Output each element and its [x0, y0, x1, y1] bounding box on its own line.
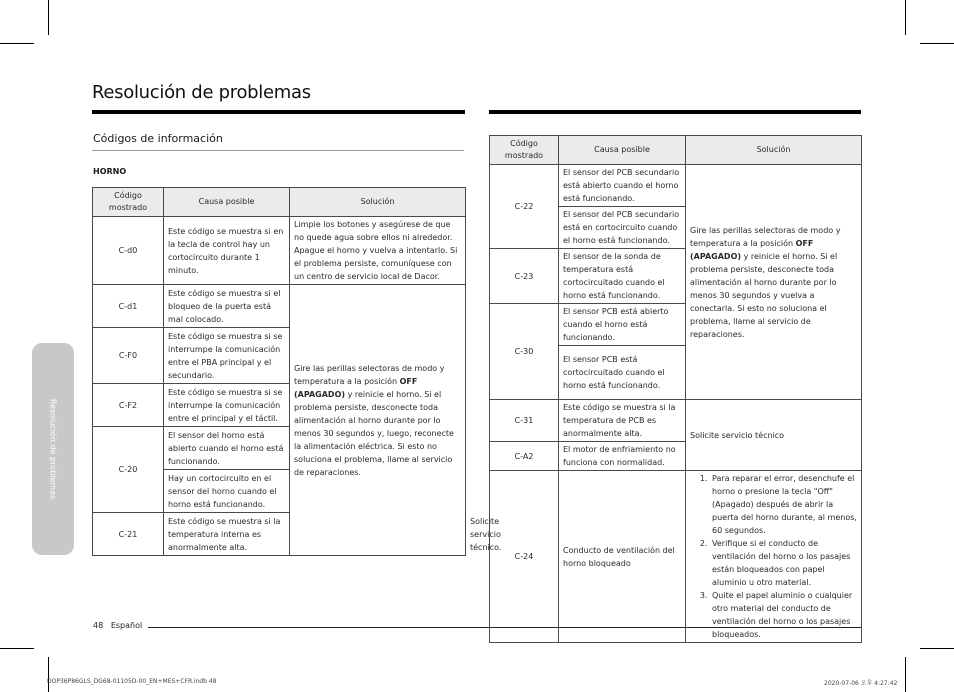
error-code: C-30 — [490, 304, 559, 400]
cause-cell: El sensor de la sonda de temperatura está cortocircuitado cuando el horno está funcionando. — [559, 249, 686, 304]
header-solution: Solución — [290, 188, 466, 217]
crop-mark — [48, 657, 49, 692]
solution-cell — [686, 471, 862, 643]
error-code: C-F2 — [93, 384, 164, 427]
error-code: C-F0 — [93, 328, 164, 384]
cause-cell: El sensor del PCB secundario está abierto cuando el horno está funcionando. — [559, 165, 686, 207]
cause-cell: El sensor del PCB secundario está en cortocircuito cuando el horno está funcionando. — [559, 207, 686, 249]
header-cause: Causa posible — [559, 136, 686, 165]
solution-text: Gire las perillas selectoras de modo y temperatura a la posición — [294, 363, 445, 386]
title-underline-right — [489, 110, 861, 114]
crop-mark — [920, 43, 954, 44]
error-code: C-A2 — [490, 442, 559, 471]
cause-cell: Este código se muestra si se interrumpe la comunicación entre el PBA principal y el secundario. — [164, 328, 290, 384]
table-row — [490, 400, 862, 442]
page-number — [93, 621, 142, 630]
table-row — [93, 217, 466, 285]
error-code: C-21 — [93, 513, 164, 556]
solution-steps — [690, 472, 857, 641]
header-code: Código mostrado — [93, 188, 164, 217]
shared-solution-cell — [290, 285, 466, 556]
off-position-label: OFF (APAGADO) — [294, 376, 418, 399]
crop-mark — [0, 648, 34, 649]
oven-subheading: HORNO — [93, 167, 127, 176]
cause-cell: El sensor PCB está abierto cuando el horno está funcionando. — [559, 304, 686, 346]
footer-divider — [148, 627, 861, 628]
cause-cell: El sensor PCB está cortocircuitado cuando el horno está funcionando. — [559, 346, 686, 400]
solution-step: 3. Quite el papel aluminio o cualquier otro material del conducto de ventilación del horno o los pasajes bloqueados. — [710, 589, 857, 641]
cause-cell: Este código se muestra si la temperatura interna es anormalmente alta. — [164, 513, 290, 556]
page-title: Resolución de problemas — [92, 82, 311, 103]
left-error-table — [92, 187, 502, 556]
crop-mark — [920, 648, 954, 649]
cause-cell: Conducto de ventilación del horno bloqueado — [559, 471, 686, 643]
solution-cell: Solicite servicio técnico — [686, 400, 862, 471]
table-row — [490, 471, 862, 643]
table-row — [490, 165, 862, 207]
solution-text: y reinicie el horno. Si el problema persiste, desconecte toda alimentación al horno durante por lo menos 30 segundos y vuelva a conectarla. Si esto no soluciona el problema, llame al servicio de reparaciones. — [690, 251, 838, 339]
crop-mark — [0, 43, 34, 44]
error-code: C-d1 — [93, 285, 164, 328]
cause-cell: El motor de enfriamiento no funciona con normalidad. — [559, 442, 686, 471]
section-title: Códigos de información — [93, 132, 223, 145]
cause-cell: El sensor del horno está abierto cuando el horno está funcionando. — [164, 427, 290, 470]
section-divider — [92, 150, 464, 151]
error-code: C-20 — [93, 427, 164, 513]
header-cause: Causa posible — [164, 188, 290, 217]
title-underline — [92, 110, 465, 114]
error-code: C-22 — [490, 165, 559, 249]
table-header-row — [490, 136, 862, 165]
error-code: C-d0 — [93, 217, 164, 285]
cause-cell: Hay un cortocircuito en el sensor del horno cuando el horno está funcionando. — [164, 470, 290, 513]
right-error-table — [489, 135, 862, 643]
print-date: 2020-07-06 오후 4:27:42 — [824, 680, 898, 687]
cause-cell: Este código se muestra si se interrumpe la comunicación entre el principal y el táctil. — [164, 384, 290, 427]
crop-mark — [905, 657, 906, 692]
solution-step: 1. Para reparar el error, desenchufe el horno o presione la tecla "Off" (Apagado) después de abrir la puerta del horno durante, al menos, 60 segundos. — [710, 472, 857, 537]
cause-cell: Este código se muestra si el bloqueo de la puerta está mal colocado. — [164, 285, 290, 328]
file-name: DOP36P86GLS_DG68-01105D-00_EN+MES+CFR.indb 48 — [47, 678, 217, 685]
chapter-side-tab — [32, 343, 74, 555]
solution-text: y reinicie el horno. Si el problema persiste, desconecte toda alimentación al horno durante por lo menos 30 segundos y, luego, reconecte la alimentación eléctrica. Si esto no soluciona el problema, llame al servicio de reparaciones. — [294, 389, 454, 477]
page-language: Español — [110, 621, 143, 630]
error-code: C-23 — [490, 249, 559, 304]
table-row — [93, 285, 466, 328]
solution-text: Gire las perillas selectoras de modo y temperatura a la posición — [690, 225, 841, 248]
table-header-row — [93, 188, 466, 217]
error-code: C-24 — [490, 471, 559, 643]
side-tab-label: Resolución de problemas — [48, 398, 58, 500]
solution-cell: Limpie los botones y asegúrese de que no quede agua sobre ellos ni alrededor. Apague el horno y vuelva a intentarlo. Si el problema persiste, comuníquese con un centro de servicio local de Dacor. — [290, 217, 466, 285]
header-solution: Solución — [686, 136, 862, 165]
shared-solution-cell — [686, 165, 862, 400]
cause-cell: Este código se muestra si en la tecla de control hay un cortocircuito durante 1 minuto. — [164, 217, 290, 285]
error-code: C-31 — [490, 400, 559, 442]
crop-mark — [905, 0, 906, 35]
table-row: C-21 Este código se muestra si la temperatura interna es anormalmente alta. Solicite servicio técnico. — [93, 513, 466, 556]
solution-step: 2. Verifique si el conducto de ventilación del horno o los pasajes están bloqueados con papel aluminio u otro material. — [710, 537, 857, 589]
cause-cell: Este código se muestra si la temperatura de PCB es anormalmente alta. — [559, 400, 686, 442]
crop-mark — [48, 0, 49, 35]
page-number-value: 48 — [93, 621, 104, 630]
off-position-label: OFF (APAGADO) — [690, 238, 814, 261]
header-code: Código mostrado — [490, 136, 559, 165]
